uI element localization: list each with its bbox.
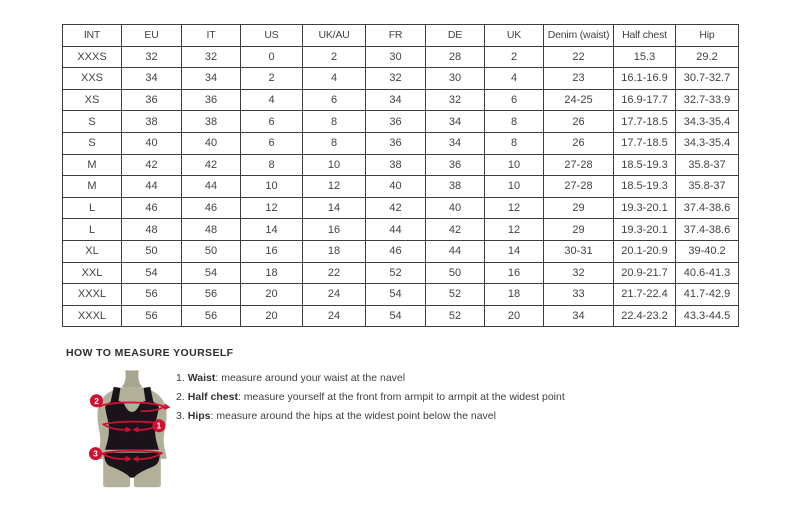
table-row bbox=[63, 240, 739, 262]
size-value-cell: 6 bbox=[303, 89, 366, 111]
measure-step-waist bbox=[176, 369, 616, 388]
size-value-cell: 48 bbox=[122, 219, 182, 241]
size-label-cell: L bbox=[63, 197, 122, 219]
size-value-cell: 56 bbox=[122, 284, 182, 306]
size-value-cell: 54 bbox=[122, 262, 182, 284]
size-value-cell: 41.7-42.9 bbox=[676, 284, 739, 306]
size-value-cell: 24-25 bbox=[544, 89, 614, 111]
size-value-cell: 36 bbox=[366, 132, 426, 154]
size-value-cell: 8 bbox=[485, 132, 544, 154]
size-value-cell: 36 bbox=[182, 89, 241, 111]
size-value-cell: 37.4-38.6 bbox=[676, 219, 739, 241]
size-value-cell: 19.3-20.1 bbox=[614, 197, 676, 219]
column-header: DE bbox=[426, 25, 485, 47]
size-value-cell: 6 bbox=[485, 89, 544, 111]
size-value-cell: 4 bbox=[241, 89, 303, 111]
table-row bbox=[63, 46, 739, 68]
size-value-cell: 20 bbox=[241, 284, 303, 306]
size-value-cell: 42 bbox=[426, 219, 485, 241]
size-value-cell: 54 bbox=[366, 305, 426, 327]
size-label-cell: S bbox=[63, 132, 122, 154]
size-value-cell: 32 bbox=[544, 262, 614, 284]
size-value-cell: 16.1-16.9 bbox=[614, 68, 676, 90]
svg-text:3: 3 bbox=[93, 449, 98, 459]
size-value-cell: 24 bbox=[303, 305, 366, 327]
size-value-cell: 10 bbox=[303, 154, 366, 176]
size-label-cell: XXXL bbox=[63, 305, 122, 327]
size-value-cell: 38 bbox=[182, 111, 241, 133]
size-value-cell: 42 bbox=[182, 154, 241, 176]
size-value-cell: 24 bbox=[303, 284, 366, 306]
size-value-cell: 40 bbox=[366, 176, 426, 198]
table-row bbox=[63, 89, 739, 111]
size-value-cell: 48 bbox=[182, 219, 241, 241]
column-header: EU bbox=[122, 25, 182, 47]
size-label-cell: XXS bbox=[63, 68, 122, 90]
size-value-cell: 30.7-32.7 bbox=[676, 68, 739, 90]
size-value-cell: 40 bbox=[182, 132, 241, 154]
size-value-cell: 14 bbox=[241, 219, 303, 241]
size-value-cell: 2 bbox=[485, 46, 544, 68]
column-header: US bbox=[241, 25, 303, 47]
size-value-cell: 50 bbox=[426, 262, 485, 284]
column-header: IT bbox=[182, 25, 241, 47]
size-value-cell: 35.8-37 bbox=[676, 176, 739, 198]
table-row bbox=[63, 154, 739, 176]
size-value-cell: 54 bbox=[366, 284, 426, 306]
step-term: Half chest bbox=[187, 391, 238, 403]
size-value-cell: 38 bbox=[426, 176, 485, 198]
size-value-cell: 12 bbox=[485, 197, 544, 219]
size-value-cell: 12 bbox=[241, 197, 303, 219]
size-value-cell: 50 bbox=[182, 240, 241, 262]
size-value-cell: 36 bbox=[426, 154, 485, 176]
size-value-cell: 36 bbox=[122, 89, 182, 111]
measurement-figure bbox=[84, 366, 180, 498]
size-value-cell: 18 bbox=[241, 262, 303, 284]
size-value-cell: 8 bbox=[485, 111, 544, 133]
svg-text:1: 1 bbox=[156, 421, 162, 431]
size-value-cell: 46 bbox=[366, 240, 426, 262]
size-value-cell: 10 bbox=[241, 176, 303, 198]
column-header: Hip bbox=[676, 25, 739, 47]
size-label-cell: XL bbox=[63, 240, 122, 262]
size-value-cell: 18 bbox=[485, 284, 544, 306]
column-header: INT bbox=[63, 25, 122, 47]
column-header: Denim (waist) bbox=[544, 25, 614, 47]
size-value-cell: 34 bbox=[426, 132, 485, 154]
measure-steps bbox=[176, 369, 616, 426]
size-value-cell: 16.9-17.7 bbox=[614, 89, 676, 111]
size-label-cell: S bbox=[63, 111, 122, 133]
header-row bbox=[63, 25, 739, 47]
size-value-cell: 56 bbox=[182, 305, 241, 327]
size-label-cell: M bbox=[63, 154, 122, 176]
table-row bbox=[63, 132, 739, 154]
size-value-cell: 56 bbox=[182, 284, 241, 306]
size-value-cell: 50 bbox=[122, 240, 182, 262]
column-header: Half chest bbox=[614, 25, 676, 47]
table-row bbox=[63, 197, 739, 219]
size-value-cell: 30 bbox=[426, 68, 485, 90]
chest-badge bbox=[90, 394, 103, 407]
size-value-cell: 32.7-33.9 bbox=[676, 89, 739, 111]
size-value-cell: 32 bbox=[366, 68, 426, 90]
step-term: Waist bbox=[187, 372, 216, 384]
size-value-cell: 56 bbox=[122, 305, 182, 327]
table-row bbox=[63, 111, 739, 133]
size-value-cell: 33 bbox=[544, 284, 614, 306]
step-term: Hips bbox=[187, 410, 211, 422]
size-value-cell: 4 bbox=[303, 68, 366, 90]
size-value-cell: 43.3-44.5 bbox=[676, 305, 739, 327]
size-value-cell: 46 bbox=[122, 197, 182, 219]
size-value-cell: 23 bbox=[544, 68, 614, 90]
size-value-cell: 44 bbox=[366, 219, 426, 241]
size-value-cell: 34.3-35.4 bbox=[676, 111, 739, 133]
size-value-cell: 26 bbox=[544, 111, 614, 133]
size-value-cell: 12 bbox=[303, 176, 366, 198]
size-value-cell: 38 bbox=[122, 111, 182, 133]
size-label-cell: XS bbox=[63, 89, 122, 111]
size-value-cell: 21.7-22.4 bbox=[614, 284, 676, 306]
hips-badge bbox=[89, 447, 102, 460]
size-value-cell: 27-28 bbox=[544, 154, 614, 176]
size-value-cell: 42 bbox=[122, 154, 182, 176]
size-label-cell: XXXL bbox=[63, 284, 122, 306]
size-value-cell: 37.4-38.6 bbox=[676, 197, 739, 219]
size-value-cell: 4 bbox=[485, 68, 544, 90]
table-row bbox=[63, 219, 739, 241]
size-value-cell: 15.3 bbox=[614, 46, 676, 68]
step-text: : measure around your waist at the navel bbox=[215, 372, 406, 384]
table-row bbox=[63, 305, 739, 327]
column-header: FR bbox=[366, 25, 426, 47]
size-value-cell: 10 bbox=[485, 176, 544, 198]
size-value-cell: 17.7-18.5 bbox=[614, 111, 676, 133]
size-value-cell: 40 bbox=[122, 132, 182, 154]
size-value-cell: 17.7-18.5 bbox=[614, 132, 676, 154]
size-value-cell: 19.3-20.1 bbox=[614, 219, 676, 241]
size-value-cell: 29 bbox=[544, 219, 614, 241]
size-value-cell: 8 bbox=[303, 111, 366, 133]
size-value-cell: 29 bbox=[544, 197, 614, 219]
size-value-cell: 52 bbox=[366, 262, 426, 284]
size-value-cell: 39-40.2 bbox=[676, 240, 739, 262]
size-label-cell: L bbox=[63, 219, 122, 241]
size-value-cell: 36 bbox=[366, 111, 426, 133]
measure-step-hips bbox=[176, 407, 616, 426]
mannequin-illustration bbox=[84, 366, 180, 498]
size-value-cell: 34 bbox=[366, 89, 426, 111]
step-text: : measure yourself at the front from armpit to armpit at the widest point bbox=[237, 391, 565, 403]
column-header: UK/AU bbox=[303, 25, 366, 47]
measure-step-half-chest bbox=[176, 388, 616, 407]
size-value-cell: 30-31 bbox=[544, 240, 614, 262]
size-value-cell: 12 bbox=[485, 219, 544, 241]
size-value-cell: 44 bbox=[122, 176, 182, 198]
size-value-cell: 22 bbox=[303, 262, 366, 284]
size-value-cell: 34 bbox=[544, 305, 614, 327]
table-row bbox=[63, 262, 739, 284]
size-value-cell: 2 bbox=[303, 46, 366, 68]
step-text: : measure around the hips at the widest point below the navel bbox=[210, 410, 496, 422]
size-label-cell: XXXS bbox=[63, 46, 122, 68]
size-value-cell: 40.6-41.3 bbox=[676, 262, 739, 284]
size-value-cell: 18 bbox=[303, 240, 366, 262]
step-number: 2. bbox=[176, 391, 185, 403]
size-value-cell: 20 bbox=[241, 305, 303, 327]
size-value-cell: 0 bbox=[241, 46, 303, 68]
size-chart-table bbox=[62, 24, 739, 327]
size-value-cell: 16 bbox=[485, 262, 544, 284]
size-value-cell: 34 bbox=[122, 68, 182, 90]
size-value-cell: 38 bbox=[366, 154, 426, 176]
size-value-cell: 42 bbox=[366, 197, 426, 219]
size-value-cell: 32 bbox=[426, 89, 485, 111]
table-row bbox=[63, 284, 739, 306]
step-number: 1. bbox=[176, 372, 185, 384]
size-value-cell: 20 bbox=[485, 305, 544, 327]
measure-section-title: HOW TO MEASURE YOURSELF bbox=[66, 347, 234, 359]
size-label-cell: M bbox=[63, 176, 122, 198]
size-value-cell: 14 bbox=[303, 197, 366, 219]
size-value-cell: 20.9-21.7 bbox=[614, 262, 676, 284]
size-value-cell: 28 bbox=[426, 46, 485, 68]
size-value-cell: 18.5-19.3 bbox=[614, 154, 676, 176]
size-value-cell: 16 bbox=[241, 240, 303, 262]
size-value-cell: 34.3-35.4 bbox=[676, 132, 739, 154]
size-value-cell: 29.2 bbox=[676, 46, 739, 68]
size-value-cell: 22 bbox=[544, 46, 614, 68]
size-value-cell: 16 bbox=[303, 219, 366, 241]
size-value-cell: 18.5-19.3 bbox=[614, 176, 676, 198]
size-value-cell: 34 bbox=[182, 68, 241, 90]
size-value-cell: 35.8-37 bbox=[676, 154, 739, 176]
size-value-cell: 10 bbox=[485, 154, 544, 176]
size-value-cell: 34 bbox=[426, 111, 485, 133]
size-value-cell: 44 bbox=[426, 240, 485, 262]
size-value-cell: 54 bbox=[182, 262, 241, 284]
size-value-cell: 30 bbox=[366, 46, 426, 68]
size-value-cell: 44 bbox=[182, 176, 241, 198]
size-value-cell: 6 bbox=[241, 111, 303, 133]
size-value-cell: 2 bbox=[241, 68, 303, 90]
size-value-cell: 27-28 bbox=[544, 176, 614, 198]
waist-badge bbox=[152, 419, 165, 432]
size-value-cell: 52 bbox=[426, 305, 485, 327]
table-row bbox=[63, 68, 739, 90]
size-value-cell: 14 bbox=[485, 240, 544, 262]
size-value-cell: 20.1-20.9 bbox=[614, 240, 676, 262]
size-value-cell: 22.4-23.2 bbox=[614, 305, 676, 327]
size-value-cell: 8 bbox=[241, 154, 303, 176]
svg-text:2: 2 bbox=[94, 396, 99, 406]
step-number: 3. bbox=[176, 410, 185, 422]
size-value-cell: 8 bbox=[303, 132, 366, 154]
column-header: UK bbox=[485, 25, 544, 47]
size-value-cell: 46 bbox=[182, 197, 241, 219]
size-value-cell: 26 bbox=[544, 132, 614, 154]
size-label-cell: XXL bbox=[63, 262, 122, 284]
size-value-cell: 40 bbox=[426, 197, 485, 219]
size-value-cell: 32 bbox=[122, 46, 182, 68]
size-value-cell: 52 bbox=[426, 284, 485, 306]
size-value-cell: 32 bbox=[182, 46, 241, 68]
table-row bbox=[63, 176, 739, 198]
size-value-cell: 6 bbox=[241, 132, 303, 154]
